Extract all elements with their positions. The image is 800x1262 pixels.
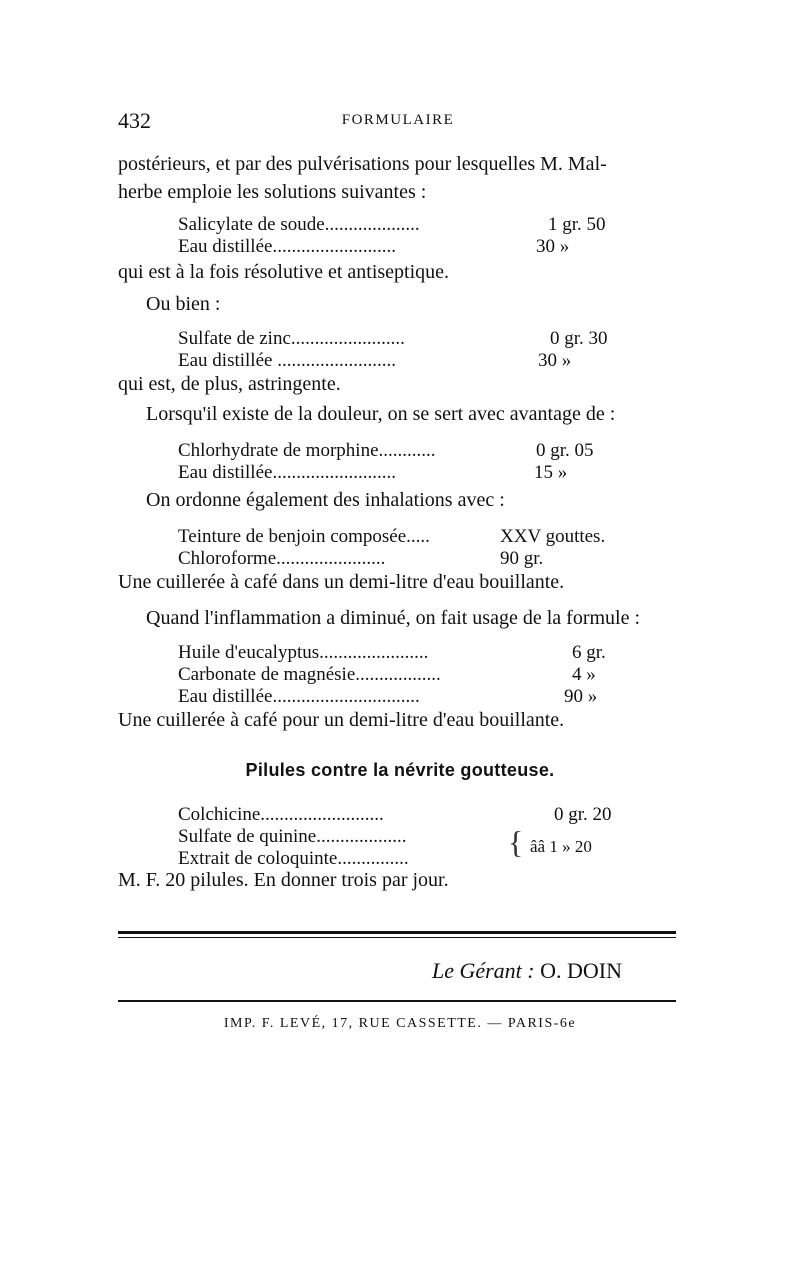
- ingredient-name: Colchicine..........................: [178, 804, 384, 825]
- gerant-name: O. DOIN: [540, 958, 622, 983]
- ingredient-name: Sulfate de zinc........................: [178, 328, 405, 349]
- ingredient-quantity: 90 »: [564, 686, 598, 707]
- divider-rule: [118, 931, 676, 934]
- printer-imprint: IMP. F. LEVÉ, 17, RUE CASSETTE. — PARIS-6e: [223, 1016, 577, 1031]
- paragraph: Une cuillerée à café dans un demi-litre d'eau bouillante.: [118, 571, 565, 593]
- paragraph: M. F. 20 pilules. En donner trois par jour.: [118, 869, 449, 891]
- ingredient-name: Eau distillée...............................: [178, 686, 420, 707]
- divider-rule: [118, 1000, 676, 1002]
- running-title: FORMULAIRE: [341, 112, 455, 128]
- ingredient-quantity: 30 »: [538, 350, 572, 371]
- divider-rule: [118, 937, 676, 938]
- ingredient-name: Salicylate de soude....................: [178, 214, 420, 235]
- ingredient-name: Chloroforme.......................: [178, 548, 386, 569]
- gerant-label: Le Gérant :: [431, 958, 535, 983]
- paragraph: Lorsqu'il existe de la douleur, on se sert avec avantage de :: [146, 403, 616, 425]
- ingredient-name: Eau distillée .........................: [178, 350, 396, 371]
- paragraph: Quand l'inflammation a diminué, on fait usage de la formule :: [146, 607, 641, 629]
- ingredient-name: Extrait de coloquinte...............: [178, 848, 409, 869]
- paragraph: On ordonne également des inhalations avec :: [146, 489, 505, 511]
- ingredient-name: Eau distillée..........................: [178, 236, 396, 257]
- paragraph-line: herbe emploie les solutions suivantes :: [118, 181, 427, 203]
- ingredient-quantity: 90 gr.: [500, 548, 544, 569]
- paragraph: Une cuillerée à café pour un demi-litre d'eau bouillante.: [118, 709, 565, 731]
- ingredient-name: Teinture de benjoin composée.....: [178, 526, 430, 547]
- ingredient-name: Sulfate de quinine...................: [178, 826, 407, 847]
- ingredient-quantity: 15 »: [534, 462, 568, 483]
- ingredient-quantity: XXV gouttes.: [500, 526, 606, 547]
- ingredient-name: Eau distillée..........................: [178, 462, 396, 483]
- ingredient-quantity: 6 gr.: [572, 642, 606, 663]
- ingredient-quantity: 1 gr. 50: [548, 214, 606, 235]
- gerant-signature: [0, 958, 622, 984]
- page-number: 432: [118, 108, 151, 133]
- ingredient-name: Carbonate de magnésie..................: [178, 664, 441, 685]
- ingredient-quantity: 30 »: [536, 236, 570, 257]
- page-header: [118, 108, 678, 136]
- section-title: Pilules contre la névrite goutteuse.: [245, 760, 555, 780]
- ingredient-quantity: 0 gr. 30: [550, 328, 608, 349]
- ingredient-name: Huile d'eucalyptus.......................: [178, 642, 429, 663]
- ingredient-name: Chlorhydrate de morphine............: [178, 440, 436, 461]
- brace-icon: {: [508, 824, 524, 860]
- ingredient-quantity: 4 »: [572, 664, 596, 685]
- paragraph: qui est à la fois résolutive et antiseptique.: [118, 261, 450, 283]
- paragraph-line: postérieurs, et par des pulvérisations pour lesquelles M. Mal-: [118, 153, 607, 175]
- ingredient-quantity: 0 gr. 20: [554, 804, 612, 825]
- paragraph: Ou bien :: [146, 293, 221, 315]
- shared-quantity: ââ 1 » 20: [530, 837, 592, 856]
- ingredient-quantity: 0 gr. 05: [536, 440, 594, 461]
- paragraph: qui est, de plus, astringente.: [118, 373, 341, 395]
